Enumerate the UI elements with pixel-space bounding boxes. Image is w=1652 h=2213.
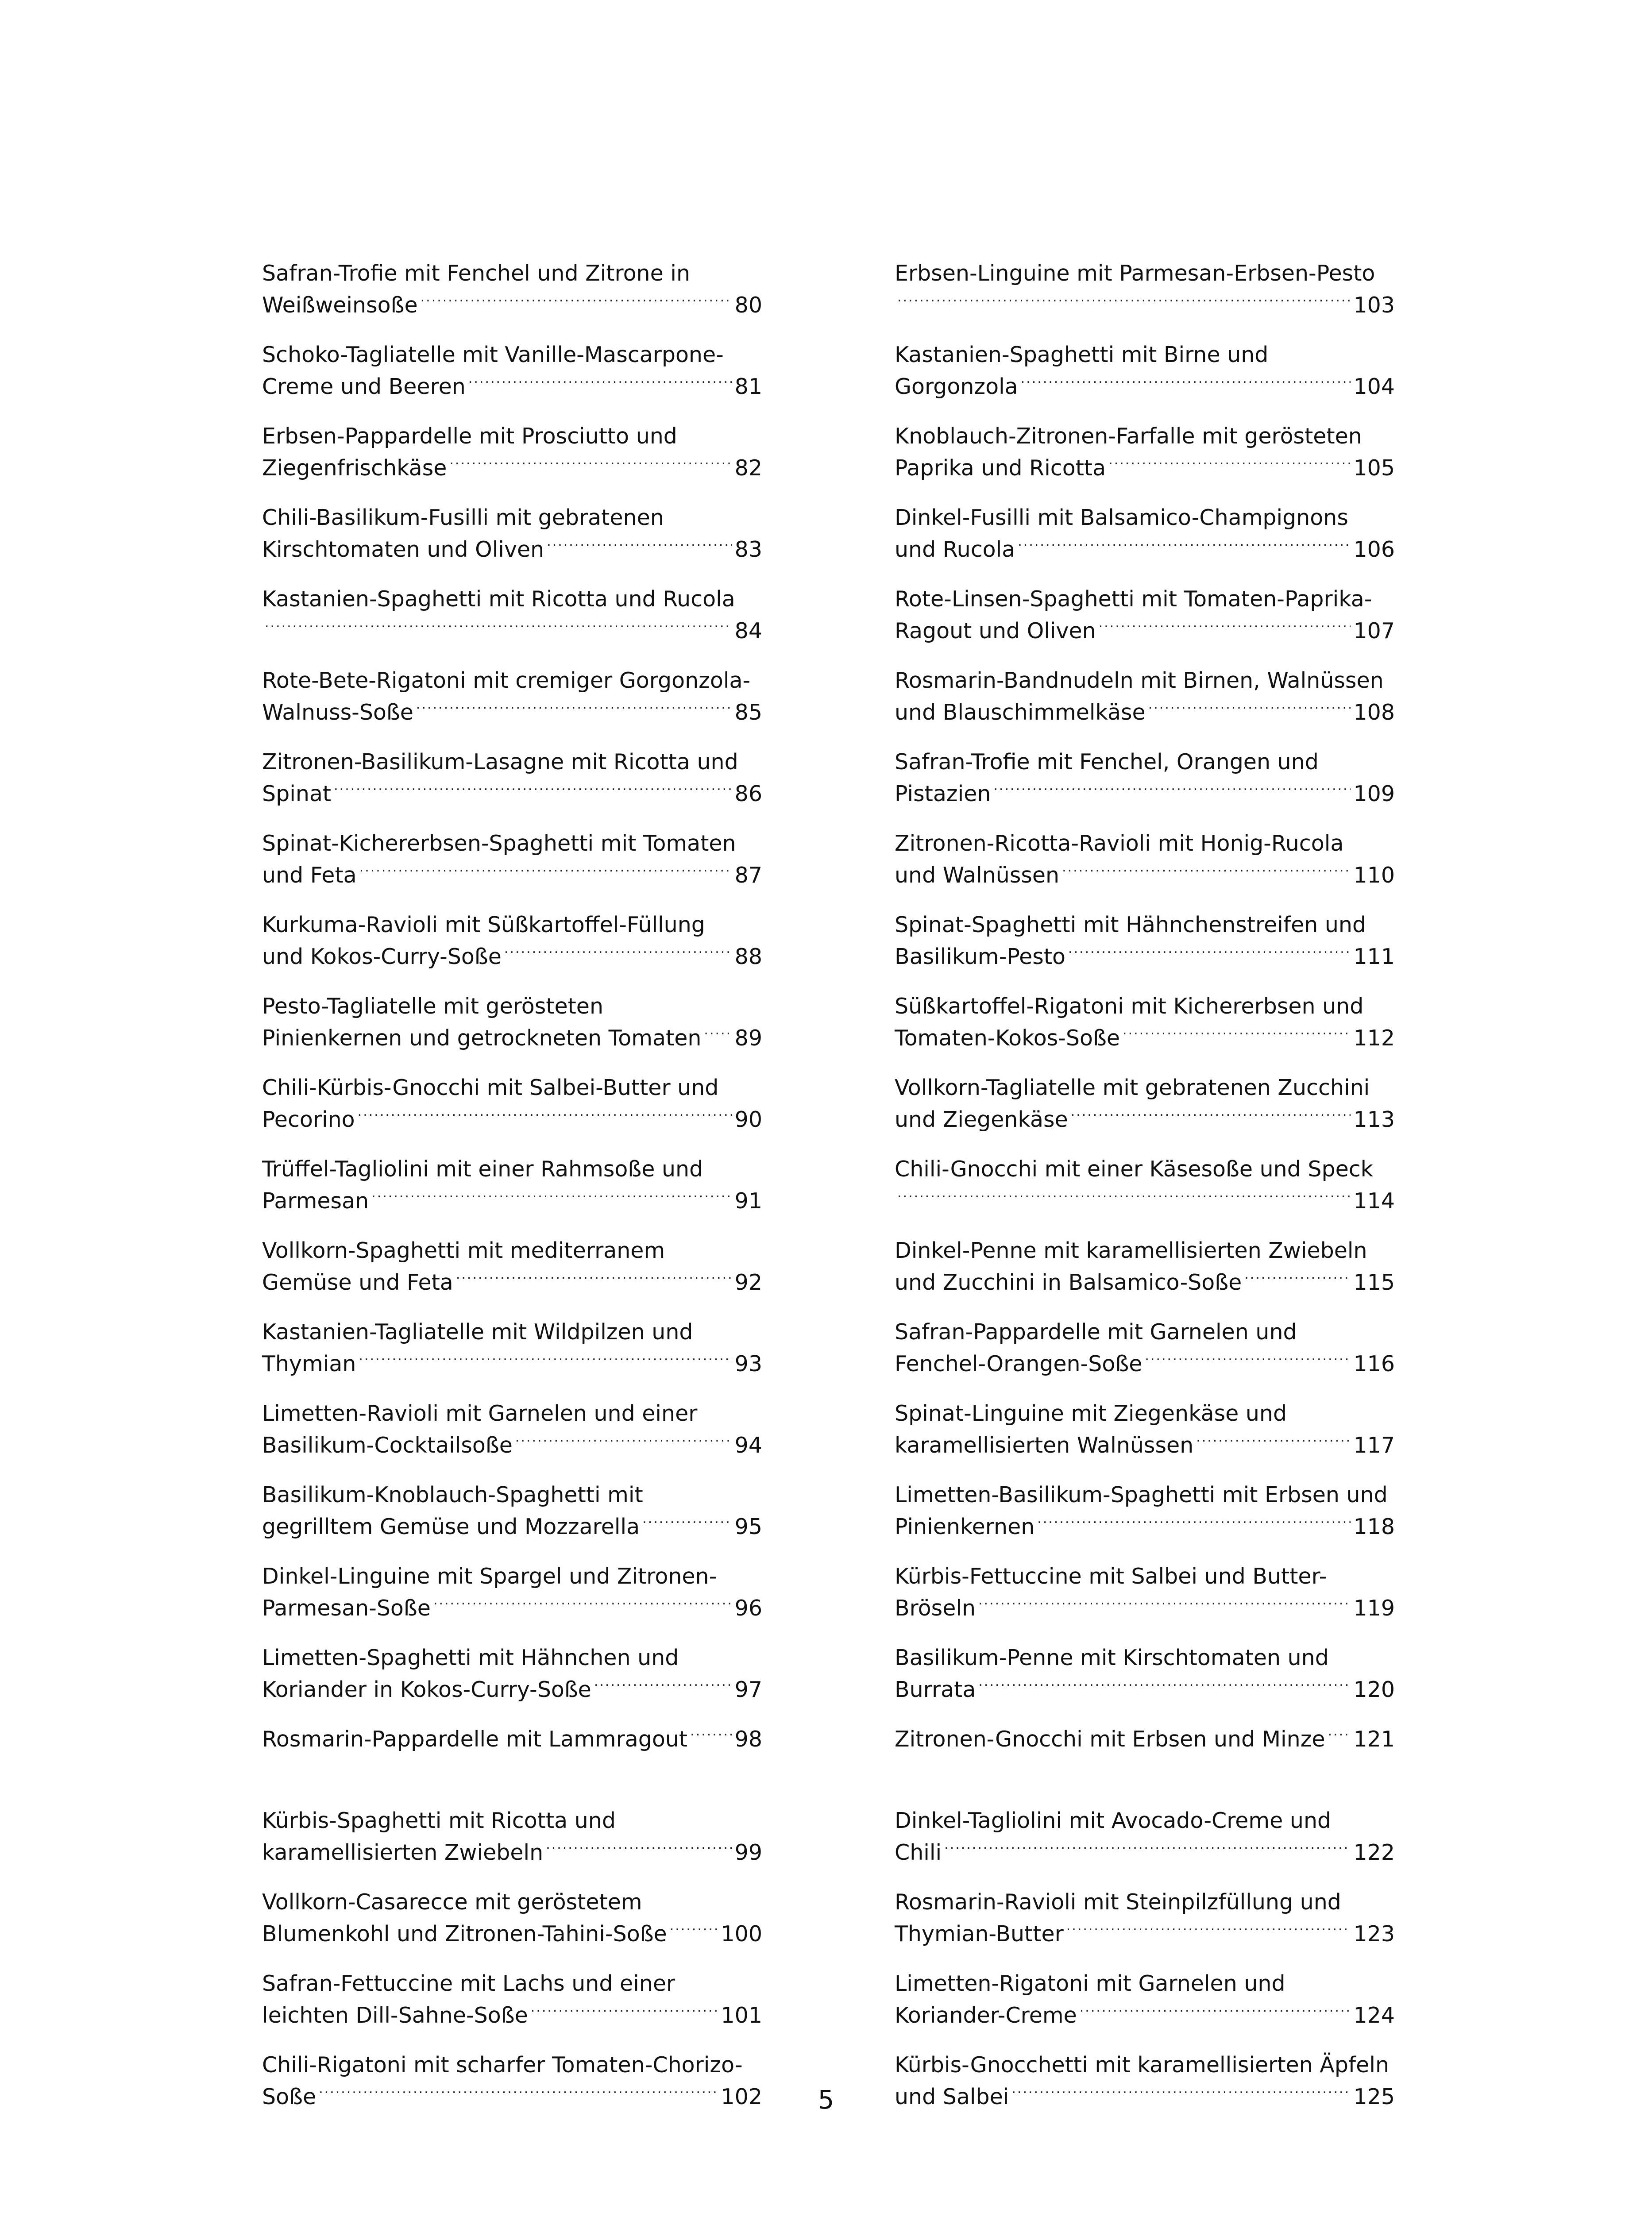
entry-title-line: Chili-Kürbis-Gnocchi mit Salbei-Butter und (262, 1075, 719, 1100)
entry-title-line: Limetten-Basilikum-Spaghetti mit Erbsen und (895, 1482, 1388, 1507)
entry-title-line: Erbsen-Linguine mit Parmesan-Erbsen-Pesto (895, 261, 1375, 286)
entry-page-number: 112 (1353, 1026, 1395, 1051)
dot-leader (547, 535, 732, 557)
entry-title-line: Paprika und Ricotta (895, 455, 1106, 481)
dot-leader (594, 1675, 732, 1697)
toc-entry (262, 1805, 762, 1886)
entry-title-line: Erbsen-Pappardelle mit Prosciutto und (262, 424, 677, 449)
toc-entry (895, 258, 1395, 339)
dot-leader (1068, 942, 1351, 964)
entry-last-line (895, 1022, 1395, 1054)
toc-entry (895, 1072, 1395, 1153)
entry-page-number: 80 (734, 293, 762, 318)
dot-leader (449, 454, 732, 475)
dot-leader (1018, 535, 1351, 557)
toc-entry (262, 828, 762, 909)
toc-entry (262, 583, 762, 665)
toc-entry (262, 502, 762, 583)
entry-last-line (262, 1674, 762, 1706)
entry-last-line (262, 1592, 762, 1624)
entry-title-line: Safran-Trofie mit Fenchel, Orangen und (895, 749, 1319, 775)
toc-entry (262, 1642, 762, 1723)
entry-title-line: Spinat-Spaghetti mit Hähnchenstreifen und (895, 912, 1366, 937)
toc-entry (895, 1886, 1395, 1968)
dot-leader (515, 1431, 732, 1453)
toc-entry (895, 1479, 1395, 1561)
toc-entry (895, 909, 1395, 991)
entry-page-number: 82 (734, 455, 762, 481)
entry-last-line (262, 1348, 762, 1380)
dot-leader (993, 779, 1351, 801)
toc-entry (895, 1723, 1395, 1805)
dot-leader (978, 1594, 1351, 1615)
entry-title-line: Schoko-Tagliatelle mit Vanille-Mascarpone- (262, 342, 724, 367)
toc-entry (895, 1805, 1395, 1886)
entry-last-line (262, 1511, 762, 1543)
toc-entry (895, 665, 1395, 746)
entry-title-line: Zitronen-Basilikum-Lasagne mit Ricotta und (262, 749, 738, 775)
toc-entry (262, 1968, 762, 2049)
entry-title-line: Pecorino (262, 1107, 355, 1132)
dot-leader (1145, 1349, 1351, 1371)
dot-leader (358, 1105, 732, 1127)
dot-leader (897, 291, 1351, 312)
entry-title-line: und Blauschimmelkäse (895, 700, 1146, 725)
entry-title-line: Pinienkernen (895, 1514, 1035, 1539)
entry-title-line: Safran-Fettuccine mit Lachs und einer (262, 1971, 675, 1996)
dot-leader (978, 1675, 1351, 1697)
entry-title-line: Ziegenfrischkäse (262, 455, 447, 481)
entry-last-line (895, 1918, 1395, 1950)
dot-leader (334, 779, 732, 801)
entry-last-line (895, 1348, 1395, 1380)
entry-page-number: 110 (1353, 863, 1395, 888)
entry-title-line: Kastanien-Spaghetti mit Ricotta und Rucola (262, 586, 735, 612)
entry-page-number: 93 (734, 1351, 762, 1376)
dot-leader (531, 2001, 718, 2023)
toc-entry (262, 909, 762, 991)
entry-page-number: 100 (721, 1921, 762, 1947)
entry-page-number: 105 (1353, 455, 1395, 481)
entry-last-line (262, 371, 762, 403)
entry-title-line: Kirschtomaten und Oliven (262, 537, 544, 562)
toc-entry (895, 420, 1395, 502)
dot-leader (1099, 617, 1351, 638)
entry-title-line: und Walnüssen (895, 863, 1060, 888)
entry-title-line: Gorgonzola (895, 374, 1018, 399)
dot-leader (897, 1187, 1351, 1208)
entry-page-number: 114 (1353, 1188, 1395, 1214)
dot-leader (1066, 1920, 1351, 1941)
toc-entry (262, 339, 762, 420)
entry-page-number: 109 (1353, 781, 1395, 806)
entry-title-line: gegrilltem Gemüse und Mozzarella (262, 1514, 640, 1539)
entry-title-line: und Rucola (895, 537, 1015, 562)
entry-page-number: 83 (734, 537, 762, 562)
entry-title-line: Kürbis-Spaghetti mit Ricotta und (262, 1808, 616, 1833)
entry-title-line: Rosmarin-Pappardelle mit Lammragout (262, 1727, 688, 1752)
entry-page-number: 121 (1353, 1727, 1395, 1752)
entry-last-line (895, 2000, 1395, 2032)
entry-page-number: 87 (734, 863, 762, 888)
dot-leader (690, 1725, 732, 1746)
entry-page-number: 108 (1353, 700, 1395, 725)
entry-last-line (262, 2000, 762, 2032)
entry-page-number: 107 (1353, 618, 1395, 644)
entry-page-number: 88 (734, 944, 762, 969)
entry-page-number: 99 (734, 1840, 762, 1865)
entry-title-line: Fenchel-Orangen-Soße (895, 1351, 1143, 1376)
dot-leader (642, 1512, 732, 1534)
entry-title-line: Limetten-Ravioli mit Garnelen und einer (262, 1401, 698, 1426)
toc-entry (895, 991, 1395, 1072)
entry-last-line (262, 1022, 762, 1054)
entry-title-line: Tomaten-Kokos-Soße (895, 1026, 1120, 1051)
entry-page-number: 91 (734, 1188, 762, 1214)
entry-last-line (895, 371, 1395, 403)
toc-entry (262, 1153, 762, 1235)
entry-page-number: 117 (1353, 1433, 1395, 1458)
entry-last-line (895, 1267, 1395, 1299)
toc-entry (895, 583, 1395, 665)
entry-page-number: 113 (1353, 1107, 1395, 1132)
toc-entry (895, 1398, 1395, 1479)
toc-entry (262, 1886, 762, 1968)
entry-title-line: Rosmarin-Ravioli mit Steinpilzfüllung und (895, 1889, 1341, 1915)
entry-last-line (895, 1837, 1395, 1869)
dot-leader (1021, 372, 1351, 394)
dot-leader (704, 1024, 732, 1045)
dot-leader (1123, 1024, 1351, 1045)
entry-title-line: Chili-Gnocchi mit einer Käsesoße und Speck (895, 1157, 1374, 1182)
entry-title-line: karamellisierten Walnüssen (895, 1433, 1194, 1458)
entry-title-line: Chili (895, 1840, 942, 1865)
toc-column-right (895, 258, 1395, 2131)
toc-entry (262, 1398, 762, 1479)
entry-last-line (895, 860, 1395, 891)
toc-entry (895, 1968, 1395, 2049)
entry-title-line: Süßkartoffel-Rigatoni mit Kichererbsen und (895, 994, 1364, 1019)
entry-title-line: Kurkuma-Ravioli mit Süßkartoffel-Füllung (262, 912, 705, 937)
entry-last-line (262, 860, 762, 891)
toc-entry (895, 1561, 1395, 1642)
dot-leader (504, 942, 732, 964)
entry-title-line: Pistazien (895, 781, 991, 806)
entry-last-line (262, 615, 762, 647)
toc-column-left (262, 258, 762, 2131)
entry-title-line: Basilikum-Pesto (895, 944, 1066, 969)
dot-leader (546, 1838, 732, 1860)
entry-page-number: 81 (734, 374, 762, 399)
toc-entry (895, 828, 1395, 909)
entry-page-number: 106 (1353, 537, 1395, 562)
entry-page-number: 122 (1353, 1840, 1395, 1865)
entry-last-line (895, 778, 1395, 810)
toc-entry (262, 746, 762, 828)
toc-entry (262, 1072, 762, 1153)
entry-title-line: und Kokos-Curry-Soße (262, 944, 502, 969)
entry-last-line (895, 1185, 1395, 1217)
toc-entry (895, 1153, 1395, 1235)
entry-page-number: 120 (1353, 1677, 1395, 1702)
entry-title-line: Creme und Beeren (262, 374, 466, 399)
entry-last-line (895, 534, 1395, 566)
entry-page-number: 89 (734, 1026, 762, 1051)
toc-entry (895, 339, 1395, 420)
entry-title-line: Parmesan-Soße (262, 1596, 431, 1621)
entry-last-line (262, 697, 762, 729)
entry-title-line: Bröseln (895, 1596, 976, 1621)
entry-page-number: 116 (1353, 1351, 1395, 1376)
entry-last-line (895, 1511, 1395, 1543)
entry-title-line: Zitronen-Ricotta-Ravioli mit Honig-Rucola (895, 831, 1344, 856)
entry-page-number: 98 (734, 1727, 762, 1752)
toc-entry (262, 665, 762, 746)
entry-title-line: Dinkel-Fusilli mit Balsamico-Champignons (895, 505, 1348, 530)
dot-leader (416, 698, 732, 720)
entry-last-line (262, 1837, 762, 1869)
entry-title-line: Rote-Bete-Rigatoni mit cremiger Gorgonzola- (262, 668, 751, 693)
entry-last-line (262, 1430, 762, 1461)
entry-last-line (262, 289, 762, 321)
entry-title-line: Weißweinsoße (262, 293, 418, 318)
entry-title-line: Kastanien-Tagliatelle mit Wildpilzen und (262, 1319, 693, 1345)
entry-page-number: 123 (1353, 1921, 1395, 1947)
entry-title-line: und Ziegenkäse (895, 1107, 1068, 1132)
toc-entry (262, 258, 762, 339)
entry-title-line: Spinat (262, 781, 332, 806)
dot-leader (371, 1187, 732, 1208)
entry-page-number: 103 (1353, 293, 1395, 318)
dot-leader (433, 1594, 732, 1615)
toc-entry (262, 1479, 762, 1561)
entry-title-line: Chili-Basilikum-Fusilli mit gebratenen (262, 505, 664, 530)
entry-last-line (262, 1267, 762, 1299)
entry-title-line: Limetten-Spaghetti mit Hähnchen und (262, 1645, 679, 1670)
entry-last-line (262, 452, 762, 484)
entry-last-line (262, 1185, 762, 1217)
page-number: 5 (818, 2085, 834, 2115)
entry-title-line: Dinkel-Tagliolini mit Avocado-Creme und (895, 1808, 1332, 1833)
toc-entry (895, 1316, 1395, 1398)
dot-leader (1037, 1512, 1351, 1534)
entry-title-line: Limetten-Rigatoni mit Garnelen und (895, 1971, 1285, 1996)
toc-entry (895, 1642, 1395, 1723)
entry-page-number: 94 (734, 1433, 762, 1458)
entry-page-number: 86 (734, 781, 762, 806)
dot-leader (359, 1349, 732, 1371)
entry-title-line: Soße (262, 2084, 317, 2109)
entry-page-number: 84 (734, 618, 762, 644)
entry-page-number: 119 (1353, 1596, 1395, 1621)
entry-title-line: Basilikum-Penne mit Kirschtomaten und (895, 1645, 1329, 1670)
entry-title-line: Vollkorn-Casarecce mit geröstetem (262, 1889, 642, 1915)
toc-entry (262, 1561, 762, 1642)
dot-leader (1328, 1725, 1351, 1746)
entry-last-line (895, 289, 1395, 321)
dot-leader (1062, 861, 1351, 883)
entry-page-number: 111 (1353, 944, 1395, 969)
entry-title-line: Pesto-Tagliatelle mit gerösteten (262, 994, 604, 1019)
toc-entry (895, 1235, 1395, 1316)
toc-entry (262, 1235, 762, 1316)
entry-title-line: Dinkel-Penne mit karamellisierten Zwiebeln (895, 1238, 1367, 1263)
entry-last-line (262, 534, 762, 566)
entry-title-line: Rote-Linsen-Spaghetti mit Tomaten-Paprika- (895, 586, 1372, 612)
dot-leader (944, 1838, 1351, 1860)
toc-entry (895, 746, 1395, 828)
entry-title-line: und Feta (262, 863, 357, 888)
entry-title-line: Koriander in Kokos-Curry-Soße (262, 1677, 591, 1702)
entry-last-line (895, 1674, 1395, 1706)
entry-title-line: leichten Dill-Sahne-Soße (262, 2003, 528, 2028)
entry-title-line: Basilikum-Cocktailsoße (262, 1433, 513, 1458)
entry-title-line: Trüffel-Tagliolini mit einer Rahmsoße und (262, 1157, 703, 1182)
entry-page-number: 124 (1353, 2003, 1395, 2028)
dot-leader (1071, 1105, 1351, 1127)
entry-last-line (895, 1723, 1395, 1755)
entry-title-line: Knoblauch-Zitronen-Farfalle mit gerösteten (895, 424, 1362, 449)
entry-title-line: Vollkorn-Tagliatelle mit gebratenen Zucchini (895, 1075, 1370, 1100)
dot-leader (421, 291, 732, 312)
entry-title-line: Parmesan (262, 1188, 369, 1214)
entry-title-line: Gemüse und Feta (262, 1270, 453, 1295)
entry-last-line (895, 1592, 1395, 1624)
entry-title-line: und Salbei (895, 2084, 1009, 2109)
entry-page-number: 95 (734, 1514, 762, 1539)
dot-leader (456, 1268, 732, 1290)
toc-entry (262, 1316, 762, 1398)
entry-title-line: Ragout und Oliven (895, 618, 1096, 644)
entry-title-line: Zitronen-Gnocchi mit Erbsen und Minze (895, 1727, 1325, 1752)
entry-page-number: 104 (1353, 374, 1395, 399)
entry-title-line: Safran-Trofie mit Fenchel und Zitrone in (262, 261, 691, 286)
entry-title-line: Blumenkohl und Zitronen-Tahini-Soße (262, 1921, 667, 1947)
dot-leader (1244, 1268, 1351, 1290)
entry-title-line: Spinat-Kichererbsen-Spaghetti mit Tomaten (262, 831, 736, 856)
entry-title-line: Dinkel-Linguine mit Spargel und Zitronen- (262, 1564, 717, 1589)
dot-leader (265, 617, 732, 638)
entry-page-number: 96 (734, 1596, 762, 1621)
entry-last-line (895, 941, 1395, 973)
entry-page-number: 85 (734, 700, 762, 725)
entry-title-line: Burrata (895, 1677, 976, 1702)
dot-leader (468, 372, 732, 394)
toc-entry (262, 420, 762, 502)
entry-title-line: Kürbis-Fettuccine mit Salbei und Butter- (895, 1564, 1327, 1589)
dot-leader (670, 1920, 718, 1941)
entry-last-line (262, 1723, 762, 1755)
entry-last-line (895, 697, 1395, 729)
entry-title-line: Thymian (262, 1351, 356, 1376)
toc-entry (262, 1723, 762, 1805)
entry-title-line: Basilikum-Knoblauch-Spaghetti mit (262, 1482, 643, 1507)
entry-title-line: Safran-Pappardelle mit Garnelen und (895, 1319, 1297, 1345)
entry-page-number: 92 (734, 1270, 762, 1295)
entry-title-line: Kastanien-Spaghetti mit Birne und (895, 342, 1269, 367)
entry-page-number: 90 (734, 1107, 762, 1132)
entry-title-line: Chili-Rigatoni mit scharfer Tomaten-Chorizo- (262, 2052, 743, 2078)
entry-last-line (262, 778, 762, 810)
entry-title-line: Rosmarin-Bandnudeln mit Birnen, Walnüssen (895, 668, 1384, 693)
entry-last-line (262, 1104, 762, 1136)
entry-title-line: Koriander-Creme (895, 2003, 1077, 2028)
entry-title-line: Spinat-Linguine mit Ziegenkäse und (895, 1401, 1287, 1426)
entry-title-line: Kürbis-Gnocchetti mit karamellisierten Äpfeln (895, 2052, 1389, 2078)
entry-last-line (895, 615, 1395, 647)
dot-leader (1196, 1431, 1351, 1453)
entry-last-line (895, 1430, 1395, 1461)
entry-title-line: karamellisierten Zwiebeln (262, 1840, 544, 1865)
entry-page-number: 118 (1353, 1514, 1395, 1539)
entry-page-number: 115 (1353, 1270, 1395, 1295)
dot-leader (1108, 454, 1351, 475)
entry-page-number: 125 (1353, 2084, 1395, 2109)
dot-leader (1148, 698, 1351, 720)
entry-title-line: Vollkorn-Spaghetti mit mediterranem (262, 1238, 665, 1263)
toc-entry (895, 502, 1395, 583)
entry-last-line (262, 1918, 762, 1950)
entry-page-number: 101 (721, 2003, 762, 2028)
entry-title-line: Walnuss-Soße (262, 700, 413, 725)
dot-leader (1080, 2001, 1351, 2023)
toc-entry (262, 991, 762, 1072)
entry-last-line (895, 452, 1395, 484)
dot-leader (359, 861, 732, 883)
entry-last-line (895, 1104, 1395, 1136)
entry-title-line: Pinienkernen und getrockneten Tomaten (262, 1026, 702, 1051)
entry-title-line: und Zucchini in Balsamico-Soße (895, 1270, 1242, 1295)
entry-last-line (262, 941, 762, 973)
entry-page-number: 102 (721, 2084, 762, 2109)
entry-page-number: 97 (734, 1677, 762, 1702)
entry-title-line: Thymian-Butter (895, 1921, 1064, 1947)
